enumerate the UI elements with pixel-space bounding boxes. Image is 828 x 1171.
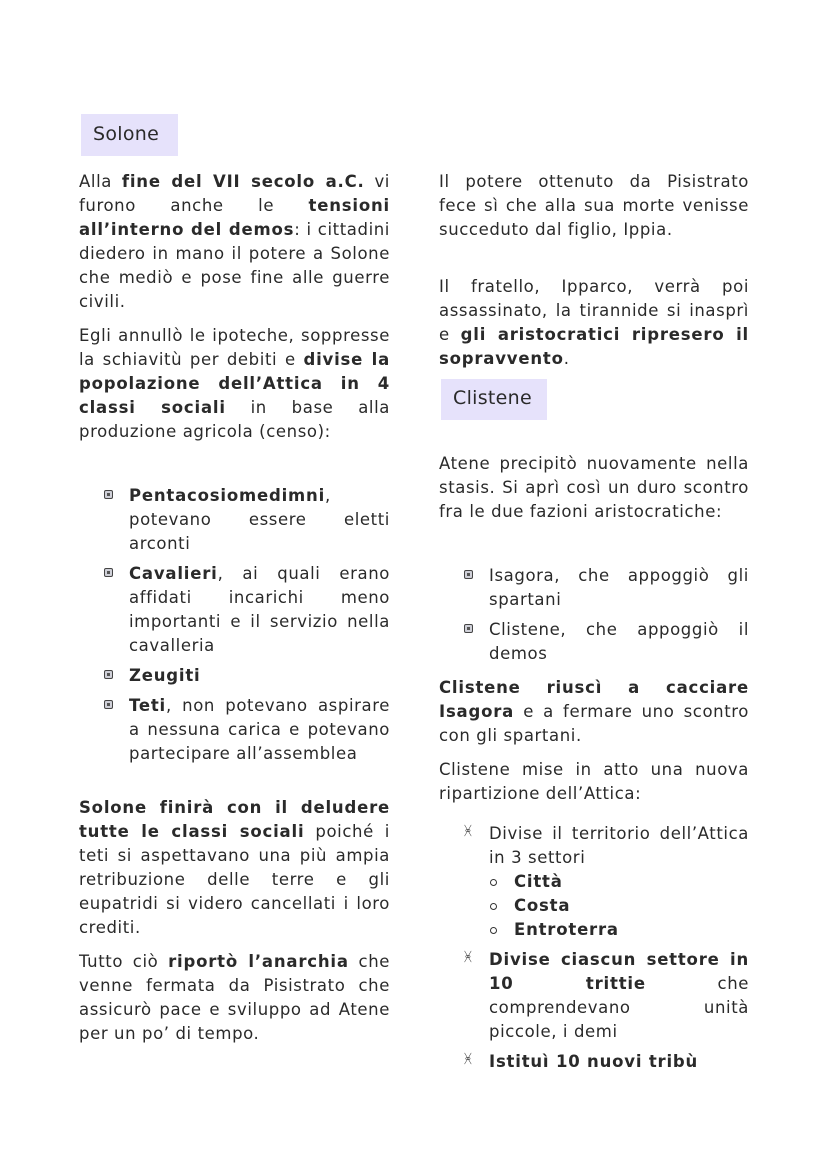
tooth-bullet-icon: ᚸ bbox=[464, 950, 473, 965]
sectors-list bbox=[464, 870, 749, 942]
circle-bullet-icon bbox=[490, 903, 497, 910]
circle-bullet-icon bbox=[490, 927, 497, 934]
heading-text: Clistene bbox=[453, 387, 532, 409]
reforms-list bbox=[439, 822, 749, 1074]
list-item: Isagora, che appoggiò gli spartani bbox=[439, 564, 749, 612]
list-item: Pentacosiomedimni, potevano essere eletti arconti bbox=[79, 484, 390, 556]
list-item: Clistene, che appoggiò il demos bbox=[439, 618, 749, 666]
square-bullet-icon bbox=[464, 570, 473, 579]
paragraph-solone-intro: Alla fine del VII secolo a.C. vi furono anche le tensioni all’interno del demos: i cittadini diedero in mano il potere a Solone che mediò e pose fine alle guerre civili. bbox=[79, 172, 390, 311]
list-item: Zeugiti bbox=[79, 664, 390, 688]
list-item: Cavalieri, ai quali erano affidati incarichi meno importanti e il servizio nella cavalleria bbox=[79, 562, 390, 658]
section-heading-solone bbox=[81, 114, 178, 156]
list-item: Costa bbox=[464, 894, 749, 918]
heading-text: Solone bbox=[93, 123, 160, 145]
list-item: ᚸ Istituì 10 nuovi tribù bbox=[464, 1052, 699, 1071]
list-item: ᚸ Divise ciascun settore in 10 trittie che comprendevano unità piccole, i demi bbox=[464, 950, 749, 1041]
paragraph-anarchy: Tutto ciò riportò l’anarchia che venne fermata da Pisistrato che assicurò pace e sviluppo ad Atene per un po’ di tempo. bbox=[79, 952, 391, 1043]
list-item: Entroterra bbox=[464, 918, 749, 942]
factions-list bbox=[439, 564, 749, 666]
paragraph-isagora: Clistene riuscì a cacciare Isagora e a fermare uno scontro con gli spartani. bbox=[439, 678, 749, 745]
square-bullet-icon bbox=[104, 568, 113, 577]
square-bullet-icon bbox=[104, 700, 113, 709]
paragraph-solone-reforms: Egli annullò le ipoteche, soppresse la schiavitù per debiti e divise la popolazione dell’Attica in 4 classi sociali in base alla produzione agricola (censo): bbox=[79, 326, 391, 441]
list-item: Città bbox=[464, 870, 749, 894]
paragraph-solone-outcome: Solone finirà con il deludere tutte le classi sociali poiché i teti si aspettavano una più ampia retribuzione delle terre e gli eupatridi si videro cancellati i loro crediti. bbox=[79, 798, 390, 937]
square-bullet-icon bbox=[464, 624, 473, 633]
paragraph-pisistrato-succession: Il potere ottenuto da Pisistrato fece sì che alla sua morte venisse succeduto dal figlio, Ippia. bbox=[439, 172, 749, 239]
circle-bullet-icon bbox=[490, 879, 497, 886]
paragraph-ripartizione: Clistene mise in atto una nuova ripartizione dell’Attica: bbox=[439, 760, 749, 803]
reform-text: Divise il territorio dell’Attica in 3 settori bbox=[489, 824, 749, 867]
paragraph-ipparco: Il fratello, Ipparco, verrà poi assassinato, la tirannide si inasprì e gli aristocratici ripresero il sopravvento. bbox=[439, 277, 749, 368]
list-item: Teti, non potevano aspirare a nessuna carica e potevano partecipare all’assemblea bbox=[79, 694, 390, 766]
paragraph-stasis: Atene precipitò nuovamente nella stasis. Si aprì così un duro scontro fra le due fazioni aristocratiche: bbox=[439, 454, 749, 521]
square-bullet-icon bbox=[104, 490, 113, 499]
social-classes-list bbox=[79, 484, 390, 766]
tooth-bullet-icon: ᚸ bbox=[464, 824, 473, 839]
tooth-bullet-icon: ᚸ bbox=[464, 1052, 473, 1067]
list-item bbox=[439, 822, 749, 942]
square-bullet-icon bbox=[104, 670, 113, 679]
section-heading-clistene bbox=[441, 379, 547, 420]
